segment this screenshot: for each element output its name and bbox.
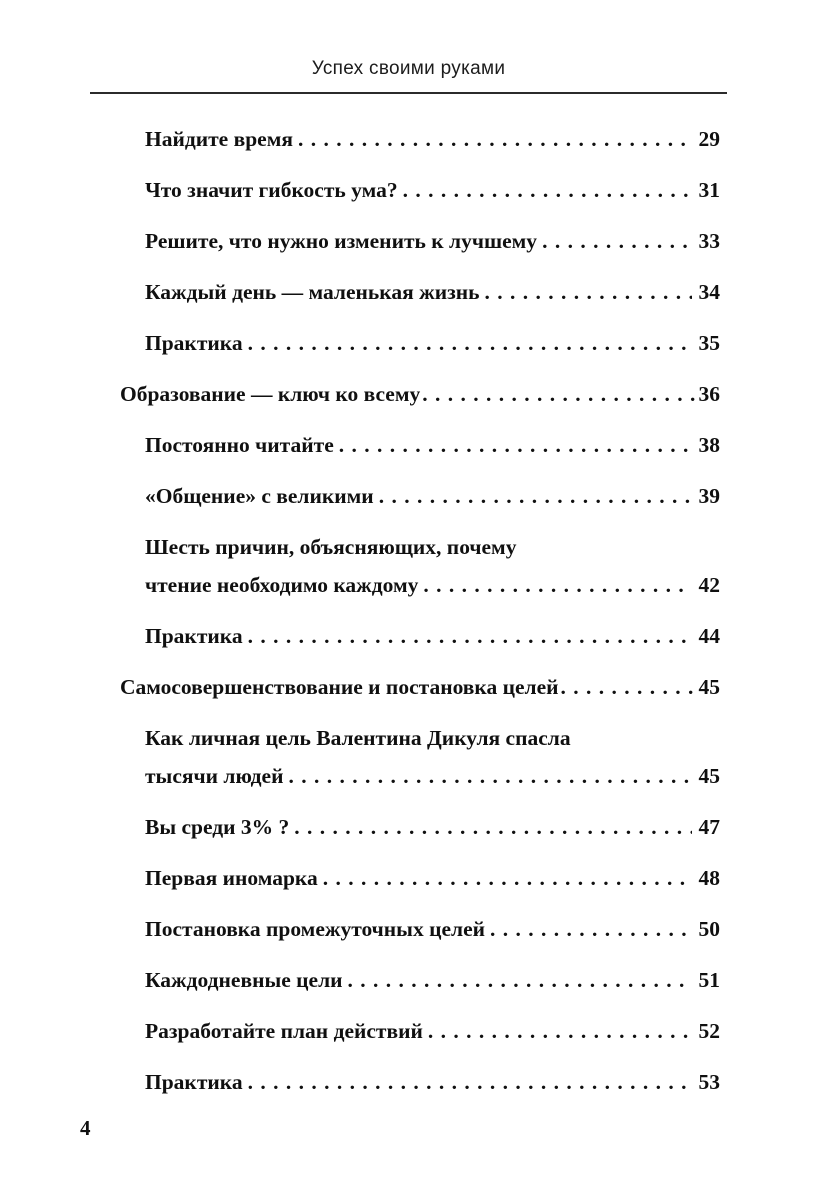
toc-entry-lastline	[145, 1063, 720, 1101]
toc-page-number: 29	[698, 127, 720, 151]
toc-entry	[120, 375, 720, 413]
toc-entry	[120, 859, 720, 897]
toc-page-number: 38	[698, 433, 720, 457]
toc-page-number: 42	[698, 573, 720, 597]
toc-entry-title-line: Как личная цель Валентина Дикуля спасла	[145, 726, 571, 750]
toc-entry-title: Образование — ключ ко всему	[120, 382, 421, 406]
toc-dot-leader	[485, 273, 692, 311]
toc-dot-leader	[248, 617, 692, 655]
toc-entry-lastline	[145, 477, 720, 515]
toc-entry	[120, 668, 720, 706]
toc-entry	[120, 528, 720, 604]
toc-entry	[120, 273, 720, 311]
toc-page-number: 52	[698, 1019, 720, 1043]
toc-entry-title: Что значит гибкость ума?	[145, 178, 398, 202]
toc-entry	[120, 324, 720, 362]
toc-dot-leader	[542, 222, 691, 260]
toc-entry	[120, 426, 720, 464]
toc-entry-title: «Общение» с великими	[145, 484, 374, 508]
toc-entry-title: Самосовершенствование и постановка целей	[120, 675, 559, 699]
header-rule	[90, 92, 727, 94]
toc-page-number: 33	[698, 229, 720, 253]
toc-dot-leader	[348, 961, 692, 999]
toc-entry-lastline	[145, 171, 720, 209]
toc-dot-leader	[422, 375, 698, 413]
toc-entry-lastline	[145, 617, 720, 655]
toc-dot-leader	[428, 1012, 692, 1050]
running-head-title: Успех своими руками	[311, 58, 506, 79]
toc-entry-title: чтение необходимо каждому	[145, 573, 419, 597]
toc-entry	[120, 477, 720, 515]
toc-entry-title: Практика	[145, 1070, 243, 1094]
toc-entry	[120, 1012, 720, 1050]
toc-entry-title: Решите, что нужно изменить к лучшему	[145, 229, 538, 253]
toc-entry-lastline	[145, 1012, 720, 1050]
toc-entry-lastline	[145, 222, 720, 260]
toc-page-number: 39	[698, 484, 720, 508]
toc-dot-leader	[339, 426, 692, 464]
toc-entry	[120, 1063, 720, 1101]
toc-entry-title-line: Шесть причин, объясняющих, почему	[145, 535, 517, 559]
toc-entry	[120, 222, 720, 260]
toc-entry-title: Первая иномарка	[145, 866, 318, 890]
toc-page-number: 53	[698, 1070, 720, 1094]
toc-entry-title: Каждодневные цели	[145, 968, 343, 992]
toc-entry-title: тысячи людей	[145, 764, 284, 788]
toc-dot-leader	[248, 1063, 692, 1101]
toc-page-number: 35	[698, 331, 720, 355]
toc-entry-title: Найдите время	[145, 127, 293, 151]
toc-entry-title: Постановка промежуточных целей	[145, 917, 486, 941]
toc-page-number: 51	[698, 968, 720, 992]
toc-entry	[120, 808, 720, 846]
toc-dot-leader	[248, 324, 692, 362]
toc-entry	[120, 171, 720, 209]
toc-entry-lastline	[145, 757, 720, 795]
toc-entry-title: Каждый день — маленькая жизнь	[145, 280, 480, 304]
toc-entry-lastline	[145, 324, 720, 362]
toc-dot-leader	[323, 859, 692, 897]
table-of-contents	[120, 120, 720, 1101]
toc-dot-leader	[490, 910, 691, 948]
toc-dot-leader	[379, 477, 692, 515]
toc-page-number: 45	[698, 764, 720, 788]
toc-dot-leader	[288, 757, 691, 795]
toc-dot-leader	[423, 566, 691, 604]
page-number: 4	[80, 1116, 91, 1140]
toc-entry-lastline	[120, 668, 720, 706]
toc-entry-lastline	[145, 910, 720, 948]
toc-entry	[120, 910, 720, 948]
toc-entry-lastline	[145, 566, 720, 604]
toc-entry	[120, 961, 720, 999]
toc-page-number: 31	[698, 178, 720, 202]
toc-entry-lastline	[145, 961, 720, 999]
toc-entry	[120, 120, 720, 158]
toc-entry-lastline	[145, 273, 720, 311]
toc-dot-leader	[561, 668, 699, 706]
toc-page-number: 50	[698, 917, 720, 941]
toc-page-number: 45	[698, 675, 720, 699]
toc-page-number: 34	[698, 280, 720, 304]
toc-page-number: 48	[698, 866, 720, 890]
toc-page-number: 44	[698, 624, 720, 648]
toc-dot-leader	[403, 171, 692, 209]
toc-entry-lastline	[120, 375, 720, 413]
toc-page-number: 47	[698, 815, 720, 839]
toc-entry-title: Практика	[145, 624, 243, 648]
toc-dot-leader	[298, 120, 692, 158]
toc-page-number: 36	[698, 382, 720, 406]
toc-dot-leader	[294, 808, 691, 846]
toc-entry-title: Вы среди 3% ?	[145, 815, 290, 839]
toc-entry	[120, 617, 720, 655]
toc-entry-lastline	[145, 808, 720, 846]
toc-entry	[120, 719, 720, 795]
toc-entry-lastline	[145, 120, 720, 158]
toc-entry-title: Практика	[145, 331, 243, 355]
toc-entry-title: Разработайте план действий	[145, 1019, 423, 1043]
toc-entry-lastline	[145, 426, 720, 464]
toc-entry-title: Постоянно читайте	[145, 433, 334, 457]
toc-entry-lastline	[145, 859, 720, 897]
